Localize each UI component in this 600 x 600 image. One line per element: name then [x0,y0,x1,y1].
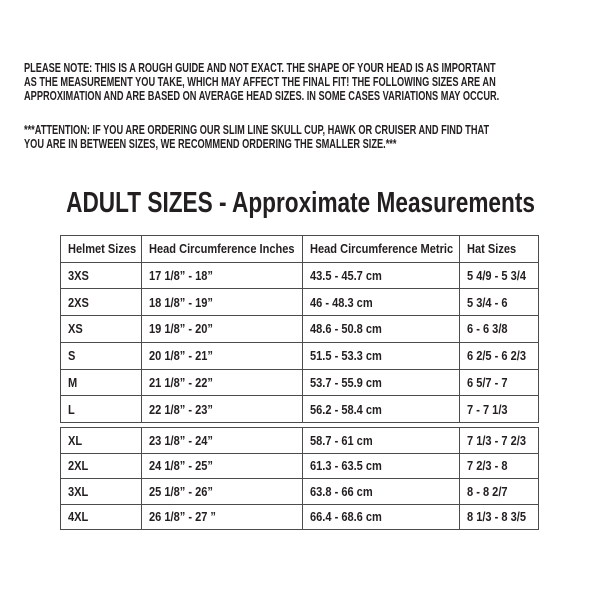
column-header-helmet-sizes: Helmet Sizes [61,236,142,263]
table-cell: 5 3/4 - 6 [460,289,539,316]
table-row [61,396,539,423]
column-header-inches: Head Circumference Inches [142,236,303,263]
table-cell: 8 1/3 - 8 3/5 [460,504,539,530]
table-cell: 7 2/3 - 8 [460,453,539,479]
table-cell: 6 - 6 3/8 [460,316,539,343]
table-cell: 8 - 8 2/7 [460,479,539,505]
table-cell: 7 1/3 - 7 2/3 [460,428,539,454]
table-cell: 56.2 - 58.4 cm [303,396,460,423]
table-row [61,504,539,530]
table-cell: 18 1/8” - 19” [142,289,303,316]
table-cell: 23 1/8” - 24” [142,428,303,454]
page-title: ADULT SIZES - Approximate Measurements [66,187,535,219]
table-cell: 66.4 - 68.6 cm [303,504,460,530]
table-cell: 5 4/9 - 5 3/4 [460,262,539,289]
table-cell: 25 1/8” - 26” [142,479,303,505]
table-cell: 63.8 - 66 cm [303,479,460,505]
table-cell: 24 1/8” - 25” [142,453,303,479]
note-paragraph [24,61,600,103]
table-cell: 20 1/8” - 21” [142,342,303,369]
attention-line: YOU ARE IN BETWEEN SIZES, WE RECOMMEND ORDERING THE SMALLER SIZE.*** [24,136,397,151]
attention-line: ***ATTENTION: IF YOU ARE ORDERING OUR SLIM LINE SKULL CUP, HAWK OR CRUISER AND FIND THAT [24,122,490,137]
size-table-lower [60,427,539,530]
note-line: PLEASE NOTE: THIS IS A ROUGH GUIDE AND NOT EXACT. THE SHAPE OF YOUR HEAD IS AS IMPORTANT [24,60,496,75]
attention-paragraph [24,123,600,151]
table-cell: 21 1/8” - 22” [142,369,303,396]
table-cell: 22 1/8” - 23” [142,396,303,423]
table-cell: 46 - 48.3 cm [303,289,460,316]
note-line: AS THE MEASUREMENT YOU TAKE, WHICH MAY AFFECT THE FINAL FIT! THE FOLLOWING SIZES ARE AN [24,74,496,89]
table-cell: 3XL [61,479,142,505]
table-row [61,289,539,316]
table-cell: 26 1/8” - 27 ” [142,504,303,530]
table-cell: 17 1/8” - 18” [142,262,303,289]
table-cell: 6 2/5 - 6 2/3 [460,342,539,369]
table-cell: 2XS [61,289,142,316]
table-row [61,453,539,479]
table-row [61,479,539,505]
table-row [61,342,539,369]
table-cell: 61.3 - 63.5 cm [303,453,460,479]
table-row [61,316,539,343]
table-cell: 19 1/8” - 20” [142,316,303,343]
table-cell: 53.7 - 55.9 cm [303,369,460,396]
table-cell: 4XL [61,504,142,530]
table-cell: 43.5 - 45.7 cm [303,262,460,289]
table-cell: 51.5 - 53.3 cm [303,342,460,369]
table-cell: M [61,369,142,396]
table-cell: S [61,342,142,369]
column-header-metric: Head Circumference Metric [303,236,460,263]
table-cell: XS [61,316,142,343]
note-line: APPROXIMATION AND ARE BASED ON AVERAGE HEAD SIZES. IN SOME CASES VARIATIONS MAY OCCUR. [24,88,500,103]
table-row [61,369,539,396]
table-cell: 58.7 - 61 cm [303,428,460,454]
table-cell: 6 5/7 - 7 [460,369,539,396]
table-cell: L [61,396,142,423]
table-cell: 2XL [61,453,142,479]
size-table-upper [60,235,539,423]
table-cell: 3XS [61,262,142,289]
table-header-row [61,236,539,263]
column-header-hat-sizes: Hat Sizes [460,236,539,263]
table-row [61,262,539,289]
table-row [61,428,539,454]
table-cell: XL [61,428,142,454]
table-cell: 48.6 - 50.8 cm [303,316,460,343]
table-cell: 7 - 7 1/3 [460,396,539,423]
